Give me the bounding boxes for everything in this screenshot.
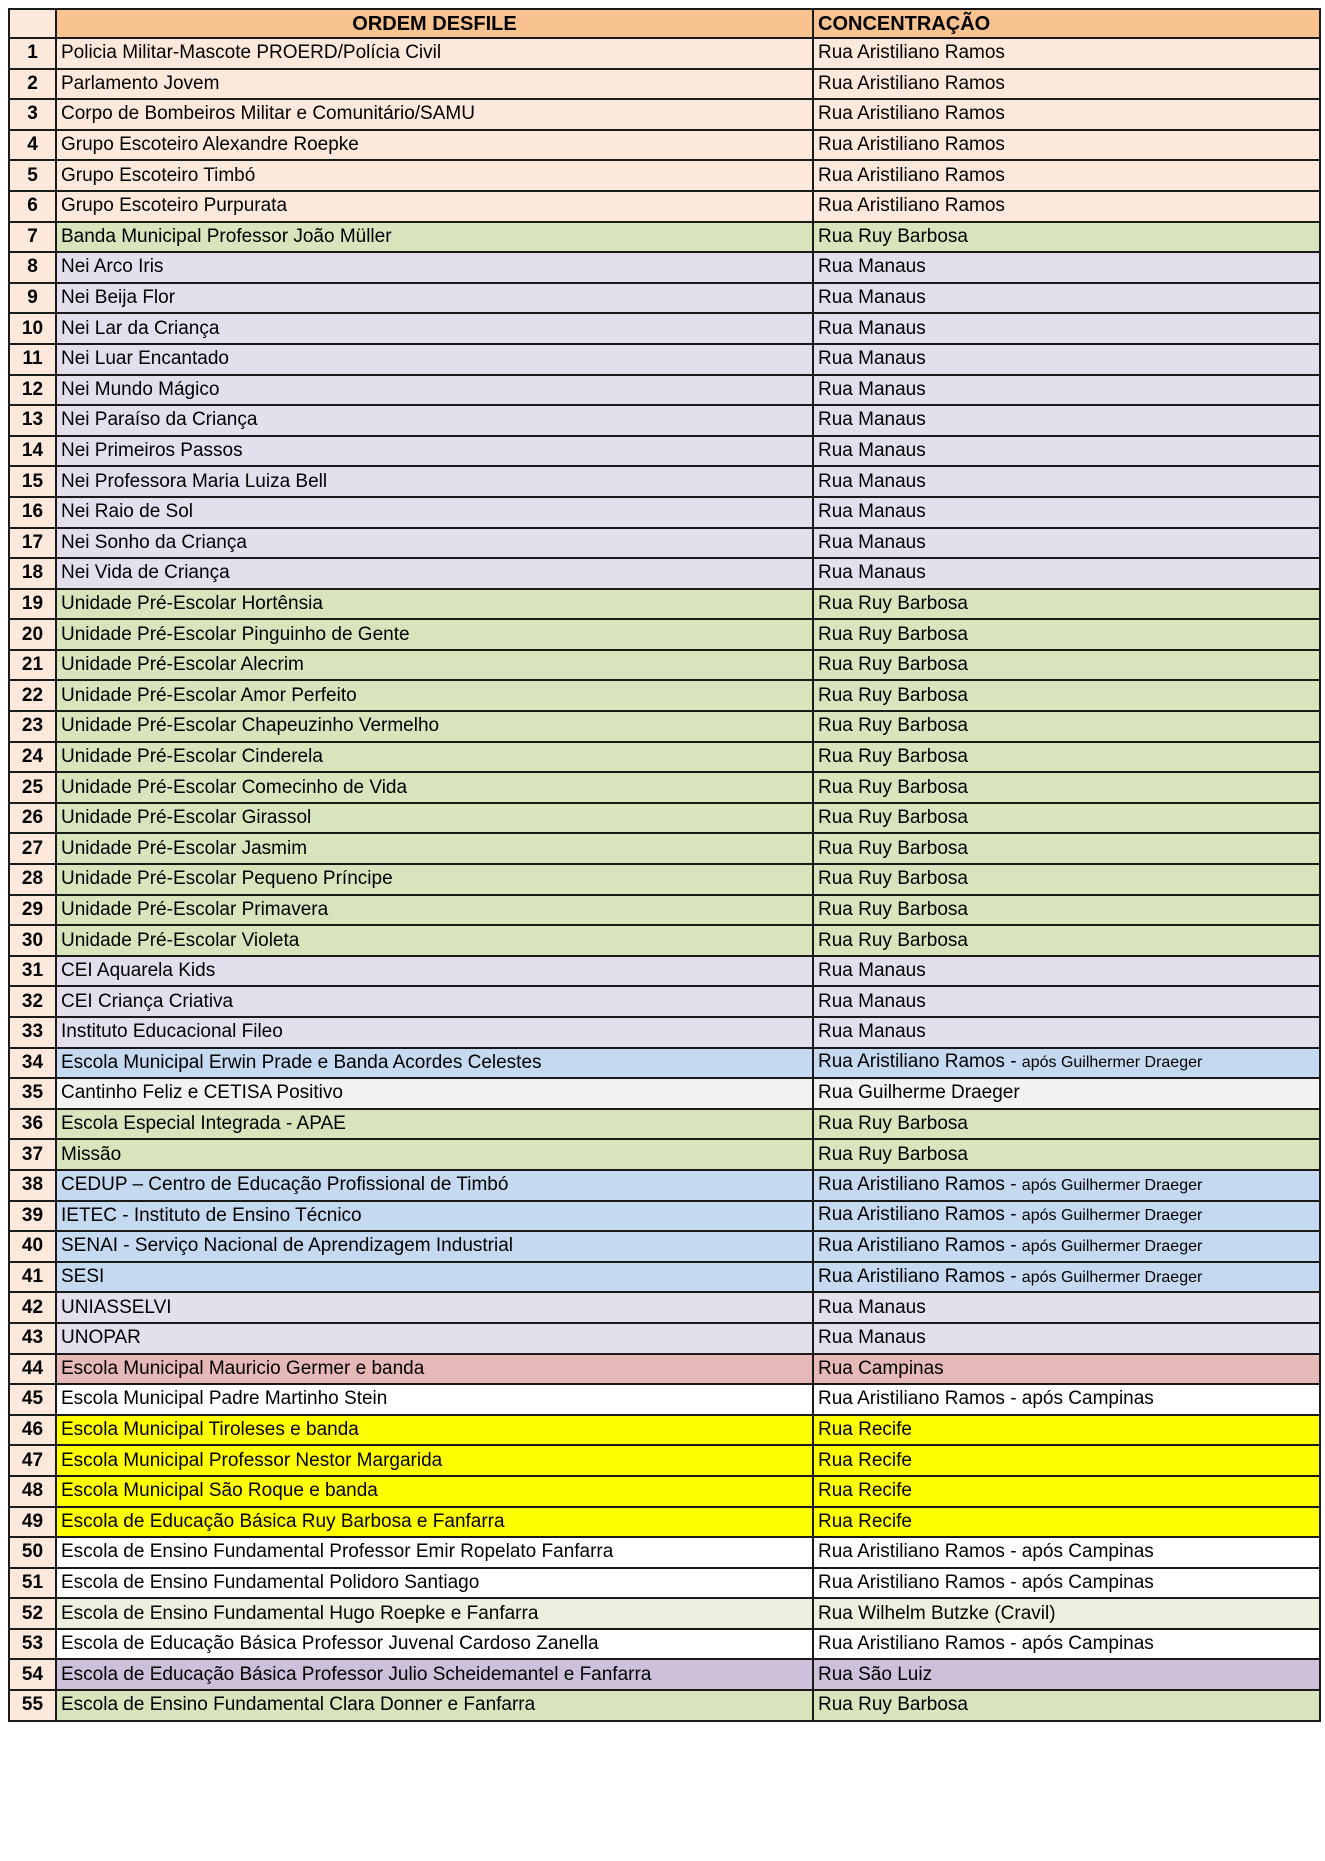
concentration-location — [813, 650, 1320, 681]
concentration-location — [813, 130, 1320, 161]
location-street: Rua Ruy Barbosa — [818, 807, 968, 829]
row-number: 43 — [9, 1323, 56, 1354]
location-street: Rua Ruy Barbosa — [818, 898, 968, 920]
participant-name: Nei Vida de Criança — [56, 558, 813, 589]
location-street: Rua Recife — [818, 1449, 912, 1471]
participant-name: CEDUP – Centro de Educação Profissional de Timbó — [56, 1170, 813, 1201]
location-street: Rua Manaus — [818, 317, 926, 339]
participant-name: Unidade Pré-Escolar Primavera — [56, 895, 813, 926]
location-street: Rua Manaus — [818, 990, 926, 1012]
concentration-location — [813, 1568, 1320, 1599]
table-row — [9, 1323, 1320, 1354]
participant-name: Escola de Ensino Fundamental Hugo Roepke e Fanfarra — [56, 1598, 813, 1629]
table-row — [9, 405, 1320, 436]
location-street: Rua Aristiliano Ramos - após Campinas — [818, 1541, 1154, 1563]
row-number: 29 — [9, 895, 56, 926]
participant-name: Escola Municipal Professor Nestor Margarida — [56, 1445, 813, 1476]
location-note: após Guilhermer Draeger — [1021, 1176, 1203, 1194]
location-street: Rua Aristiliano Ramos - — [818, 1173, 1022, 1195]
participant-name: Unidade Pré-Escolar Pequeno Príncipe — [56, 864, 813, 895]
table-row — [9, 1109, 1320, 1140]
concentration-location — [813, 1139, 1320, 1170]
table-row — [9, 1078, 1320, 1109]
participant-name: Nei Paraíso da Criança — [56, 405, 813, 436]
table-row — [9, 528, 1320, 559]
concentration-location — [813, 772, 1320, 803]
location-street: Rua Manaus — [818, 960, 926, 982]
table-row — [9, 191, 1320, 222]
concentration-location — [813, 1659, 1320, 1690]
location-street: Rua Manaus — [818, 562, 926, 584]
location-street: Rua Ruy Barbosa — [818, 225, 968, 247]
row-number: 4 — [9, 130, 56, 161]
table-row — [9, 1445, 1320, 1476]
participant-name: Grupo Escoteiro Timbó — [56, 160, 813, 191]
participant-name: Escola de Educação Básica Ruy Barbosa e Fanfarra — [56, 1507, 813, 1538]
location-street: Rua Recife — [818, 1510, 912, 1532]
participant-name: Nei Luar Encantado — [56, 344, 813, 375]
table-row — [9, 38, 1320, 69]
row-number: 50 — [9, 1537, 56, 1568]
participant-name: UNIASSELVI — [56, 1292, 813, 1323]
concentration-location — [813, 680, 1320, 711]
concentration-location — [813, 1078, 1320, 1109]
location-street: Rua Manaus — [818, 287, 926, 309]
row-number: 45 — [9, 1384, 56, 1415]
table-row — [9, 1598, 1320, 1629]
concentration-location — [813, 160, 1320, 191]
row-number: 5 — [9, 160, 56, 191]
participant-name: Nei Lar da Criança — [56, 313, 813, 344]
location-street: Rua Manaus — [818, 409, 926, 431]
row-number: 7 — [9, 222, 56, 253]
participant-name: Nei Raio de Sol — [56, 497, 813, 528]
concentration-location — [813, 1201, 1320, 1232]
concentration-location — [813, 528, 1320, 559]
row-number: 6 — [9, 191, 56, 222]
concentration-location — [813, 1415, 1320, 1446]
location-note: após Guilhermer Draeger — [1021, 1207, 1203, 1225]
location-street: Rua Manaus — [818, 501, 926, 523]
location-street: Rua Manaus — [818, 470, 926, 492]
participant-name: Escola Especial Integrada - APAE — [56, 1109, 813, 1140]
table-row — [9, 956, 1320, 987]
concentration-location — [813, 497, 1320, 528]
participant-name: Unidade Pré-Escolar Violeta — [56, 925, 813, 956]
participant-name: SENAI - Serviço Nacional de Aprendizagem Industrial — [56, 1231, 813, 1262]
row-number: 10 — [9, 313, 56, 344]
concentration-location — [813, 99, 1320, 130]
location-street: Rua Ruy Barbosa — [818, 745, 968, 767]
concentration-location — [813, 589, 1320, 620]
row-number: 54 — [9, 1659, 56, 1690]
location-street: Rua Manaus — [818, 1327, 926, 1349]
concentration-location — [813, 925, 1320, 956]
row-number: 8 — [9, 252, 56, 283]
table-row — [9, 1231, 1320, 1262]
concentration-location — [813, 803, 1320, 834]
concentration-location — [813, 1690, 1320, 1721]
row-number: 26 — [9, 803, 56, 834]
participant-name: Grupo Escoteiro Alexandre Roepke — [56, 130, 813, 161]
participant-name: Unidade Pré-Escolar Amor Perfeito — [56, 680, 813, 711]
table-row — [9, 1262, 1320, 1293]
concentration-location — [813, 1354, 1320, 1385]
location-street: Rua Aristiliano Ramos - após Campinas — [818, 1388, 1154, 1410]
location-note: após Guilhermer Draeger — [1021, 1237, 1203, 1255]
table-row — [9, 375, 1320, 406]
location-note: após Guilhermer Draeger — [1021, 1268, 1203, 1286]
table-row — [9, 222, 1320, 253]
table-row — [9, 1292, 1320, 1323]
participant-name: Escola Municipal Tiroleses e banda — [56, 1415, 813, 1446]
location-street: Rua Aristiliano Ramos — [818, 72, 1005, 94]
participant-name: Escola Municipal Erwin Prade e Banda Acordes Celestes — [56, 1048, 813, 1079]
table-row — [9, 803, 1320, 834]
concentration-location — [813, 895, 1320, 926]
table-row — [9, 1476, 1320, 1507]
table-row — [9, 69, 1320, 100]
concentration-location — [813, 1231, 1320, 1262]
participant-name: Nei Mundo Mágico — [56, 375, 813, 406]
table-row — [9, 99, 1320, 130]
participant-name: IETEC - Instituto de Ensino Técnico — [56, 1201, 813, 1232]
concentration-location — [813, 619, 1320, 650]
table-row — [9, 1017, 1320, 1048]
participant-name: Nei Arco Iris — [56, 252, 813, 283]
participant-name: Escola Municipal São Roque e banda — [56, 1476, 813, 1507]
location-street: Rua Ruy Barbosa — [818, 654, 968, 676]
location-street: Rua Manaus — [818, 531, 926, 553]
table-row — [9, 711, 1320, 742]
concentration-location — [813, 1598, 1320, 1629]
table-row — [9, 1659, 1320, 1690]
row-number: 31 — [9, 956, 56, 987]
row-number: 30 — [9, 925, 56, 956]
row-number: 12 — [9, 375, 56, 406]
table-row — [9, 497, 1320, 528]
location-street: Rua Aristiliano Ramos — [818, 103, 1005, 125]
row-number: 27 — [9, 833, 56, 864]
table-row — [9, 130, 1320, 161]
location-street: Rua Ruy Barbosa — [818, 684, 968, 706]
location-street: Rua Aristiliano Ramos - — [818, 1265, 1022, 1287]
row-number: 32 — [9, 986, 56, 1017]
participant-name: CEI Aquarela Kids — [56, 956, 813, 987]
participant-name: Unidade Pré-Escolar Cinderela — [56, 742, 813, 773]
row-number: 34 — [9, 1048, 56, 1079]
concentration-location — [813, 191, 1320, 222]
location-street: Rua São Luiz — [818, 1663, 933, 1685]
table-row — [9, 160, 1320, 191]
row-number: 38 — [9, 1170, 56, 1201]
concentration-location — [813, 1629, 1320, 1660]
concentration-location — [813, 38, 1320, 69]
concentration-location — [813, 558, 1320, 589]
participant-name: Escola de Educação Básica Professor Juvenal Cardoso Zanella — [56, 1629, 813, 1660]
concentration-location — [813, 375, 1320, 406]
table-row — [9, 252, 1320, 283]
participant-name: Escola de Educação Básica Professor Julio Scheidemantel e Fanfarra — [56, 1659, 813, 1690]
location-note: após Guilhermer Draeger — [1021, 1054, 1203, 1072]
participant-name: Escola de Ensino Fundamental Professor Emir Ropelato Fanfarra — [56, 1537, 813, 1568]
location-street: Rua Aristiliano Ramos - após Campinas — [818, 1571, 1154, 1593]
concentration-location — [813, 436, 1320, 467]
location-street: Rua Guilherme Draeger — [818, 1082, 1020, 1104]
row-number: 51 — [9, 1568, 56, 1599]
table-row — [9, 313, 1320, 344]
row-number: 14 — [9, 436, 56, 467]
table-row — [9, 1139, 1320, 1170]
table-row — [9, 986, 1320, 1017]
location-street: Rua Aristiliano Ramos — [818, 134, 1005, 156]
concentration-location — [813, 1109, 1320, 1140]
concentration-location — [813, 742, 1320, 773]
participant-name: Instituto Educacional Fileo — [56, 1017, 813, 1048]
table-row — [9, 1415, 1320, 1446]
location-street: Rua Ruy Barbosa — [818, 592, 968, 614]
location-street: Rua Manaus — [818, 440, 926, 462]
participant-name: Unidade Pré-Escolar Hortênsia — [56, 589, 813, 620]
table-row — [9, 589, 1320, 620]
participant-name: CEI Criança Criativa — [56, 986, 813, 1017]
concentration-location — [813, 1476, 1320, 1507]
location-street: Rua Manaus — [818, 1296, 926, 1318]
location-street: Rua Ruy Barbosa — [818, 1694, 968, 1716]
participant-name: Nei Primeiros Passos — [56, 436, 813, 467]
concentration-location — [813, 1292, 1320, 1323]
table-row — [9, 1048, 1320, 1079]
table-row — [9, 1568, 1320, 1599]
table-row — [9, 1201, 1320, 1232]
participant-name: Escola de Ensino Fundamental Clara Donner e Fanfarra — [56, 1690, 813, 1721]
table-row — [9, 466, 1320, 497]
table-row — [9, 895, 1320, 926]
location-street: Rua Ruy Barbosa — [818, 715, 968, 737]
header-number — [9, 9, 56, 38]
row-number: 55 — [9, 1690, 56, 1721]
participant-name: Nei Beija Flor — [56, 283, 813, 314]
table-row — [9, 1690, 1320, 1721]
location-street: Rua Aristiliano Ramos - — [818, 1051, 1022, 1073]
concentration-location — [813, 711, 1320, 742]
participant-name: Policia Militar-Mascote PROERD/Polícia Civil — [56, 38, 813, 69]
row-number: 39 — [9, 1201, 56, 1232]
row-number: 28 — [9, 864, 56, 895]
location-street: Rua Aristiliano Ramos — [818, 195, 1005, 217]
row-number: 13 — [9, 405, 56, 436]
location-street: Rua Ruy Barbosa — [818, 623, 968, 645]
participant-name: Nei Sonho da Criança — [56, 528, 813, 559]
table-row — [9, 1507, 1320, 1538]
concentration-location — [813, 69, 1320, 100]
row-number: 25 — [9, 772, 56, 803]
participant-name: Escola de Ensino Fundamental Polidoro Santiago — [56, 1568, 813, 1599]
row-number: 36 — [9, 1109, 56, 1140]
concentration-location — [813, 1048, 1320, 1079]
participant-name: Nei Professora Maria Luiza Bell — [56, 466, 813, 497]
location-street: Rua Manaus — [818, 1021, 926, 1043]
concentration-location — [813, 344, 1320, 375]
table-row — [9, 1354, 1320, 1385]
table-row — [9, 619, 1320, 650]
row-number: 47 — [9, 1445, 56, 1476]
header-order: ORDEM DESFILE — [56, 9, 813, 38]
row-number: 46 — [9, 1415, 56, 1446]
location-street: Rua Aristiliano Ramos - — [818, 1204, 1022, 1226]
row-number: 33 — [9, 1017, 56, 1048]
row-number: 41 — [9, 1262, 56, 1293]
location-street: Rua Campinas — [818, 1357, 944, 1379]
concentration-location — [813, 283, 1320, 314]
participant-name: SESI — [56, 1262, 813, 1293]
row-number: 17 — [9, 528, 56, 559]
concentration-location — [813, 1170, 1320, 1201]
table-row — [9, 1537, 1320, 1568]
row-number: 11 — [9, 344, 56, 375]
location-street: Rua Manaus — [818, 256, 926, 278]
table-row — [9, 680, 1320, 711]
row-number: 37 — [9, 1139, 56, 1170]
location-street: Rua Ruy Barbosa — [818, 776, 968, 798]
participant-name: Grupo Escoteiro Purpurata — [56, 191, 813, 222]
row-number: 1 — [9, 38, 56, 69]
concentration-location — [813, 1507, 1320, 1538]
participant-name: Missão — [56, 1139, 813, 1170]
table-row — [9, 436, 1320, 467]
table-row — [9, 283, 1320, 314]
header-location: CONCENTRAÇÃO — [813, 9, 1320, 38]
row-number: 9 — [9, 283, 56, 314]
location-street: Rua Ruy Barbosa — [818, 1113, 968, 1135]
table-row — [9, 558, 1320, 589]
participant-name: Unidade Pré-Escolar Girassol — [56, 803, 813, 834]
table-row — [9, 344, 1320, 375]
parade-order-sheet — [8, 8, 1321, 1722]
location-street: Rua Wilhelm Butzke (Cravil) — [818, 1602, 1056, 1624]
concentration-location — [813, 864, 1320, 895]
row-number: 22 — [9, 680, 56, 711]
table-row — [9, 833, 1320, 864]
table-row — [9, 650, 1320, 681]
table-row — [9, 742, 1320, 773]
concentration-location — [813, 466, 1320, 497]
participant-name: Unidade Pré-Escolar Jasmim — [56, 833, 813, 864]
concentration-location — [813, 1445, 1320, 1476]
row-number: 49 — [9, 1507, 56, 1538]
participant-name: Unidade Pré-Escolar Chapeuzinho Vermelho — [56, 711, 813, 742]
location-street: Rua Aristiliano Ramos - — [818, 1234, 1022, 1256]
row-number: 53 — [9, 1629, 56, 1660]
table-body — [9, 38, 1320, 1721]
table-row — [9, 864, 1320, 895]
concentration-location — [813, 313, 1320, 344]
participant-name: Escola Municipal Padre Martinho Stein — [56, 1384, 813, 1415]
table-row — [9, 1384, 1320, 1415]
table-row — [9, 1170, 1320, 1201]
row-number: 35 — [9, 1078, 56, 1109]
participant-name: Parlamento Jovem — [56, 69, 813, 100]
row-number: 21 — [9, 650, 56, 681]
concentration-location — [813, 986, 1320, 1017]
table-row — [9, 925, 1320, 956]
participant-name: Unidade Pré-Escolar Pinguinho de Gente — [56, 619, 813, 650]
row-number: 44 — [9, 1354, 56, 1385]
header-row — [9, 9, 1320, 38]
location-street: Rua Ruy Barbosa — [818, 868, 968, 890]
location-street: Rua Recife — [818, 1480, 912, 1502]
row-number: 2 — [9, 69, 56, 100]
concentration-location — [813, 252, 1320, 283]
row-number: 52 — [9, 1598, 56, 1629]
row-number: 40 — [9, 1231, 56, 1262]
location-street: Rua Recife — [818, 1419, 912, 1441]
participant-name: Unidade Pré-Escolar Alecrim — [56, 650, 813, 681]
participant-name: Escola Municipal Mauricio Germer e banda — [56, 1354, 813, 1385]
row-number: 19 — [9, 589, 56, 620]
concentration-location — [813, 1262, 1320, 1293]
concentration-location — [813, 1384, 1320, 1415]
participant-name: UNOPAR — [56, 1323, 813, 1354]
location-street: Rua Manaus — [818, 348, 926, 370]
row-number: 15 — [9, 466, 56, 497]
location-street: Rua Manaus — [818, 378, 926, 400]
table-row — [9, 772, 1320, 803]
concentration-location — [813, 956, 1320, 987]
row-number: 18 — [9, 558, 56, 589]
location-street: Rua Ruy Barbosa — [818, 929, 968, 951]
row-number: 23 — [9, 711, 56, 742]
location-street: Rua Aristiliano Ramos - após Campinas — [818, 1633, 1154, 1655]
row-number: 3 — [9, 99, 56, 130]
concentration-location — [813, 1537, 1320, 1568]
location-street: Rua Aristiliano Ramos — [818, 42, 1005, 64]
row-number: 24 — [9, 742, 56, 773]
location-street: Rua Aristiliano Ramos — [818, 164, 1005, 186]
concentration-location — [813, 1017, 1320, 1048]
participant-name: Corpo de Bombeiros Militar e Comunitário/SAMU — [56, 99, 813, 130]
row-number: 42 — [9, 1292, 56, 1323]
concentration-location — [813, 1323, 1320, 1354]
parade-order-table — [8, 8, 1321, 1722]
row-number: 16 — [9, 497, 56, 528]
table-row — [9, 1629, 1320, 1660]
location-street: Rua Ruy Barbosa — [818, 1143, 968, 1165]
concentration-location — [813, 833, 1320, 864]
location-street: Rua Ruy Barbosa — [818, 837, 968, 859]
participant-name: Banda Municipal Professor João Müller — [56, 222, 813, 253]
participant-name: Unidade Pré-Escolar Comecinho de Vida — [56, 772, 813, 803]
concentration-location — [813, 222, 1320, 253]
row-number: 20 — [9, 619, 56, 650]
participant-name: Cantinho Feliz e CETISA Positivo — [56, 1078, 813, 1109]
concentration-location — [813, 405, 1320, 436]
row-number: 48 — [9, 1476, 56, 1507]
